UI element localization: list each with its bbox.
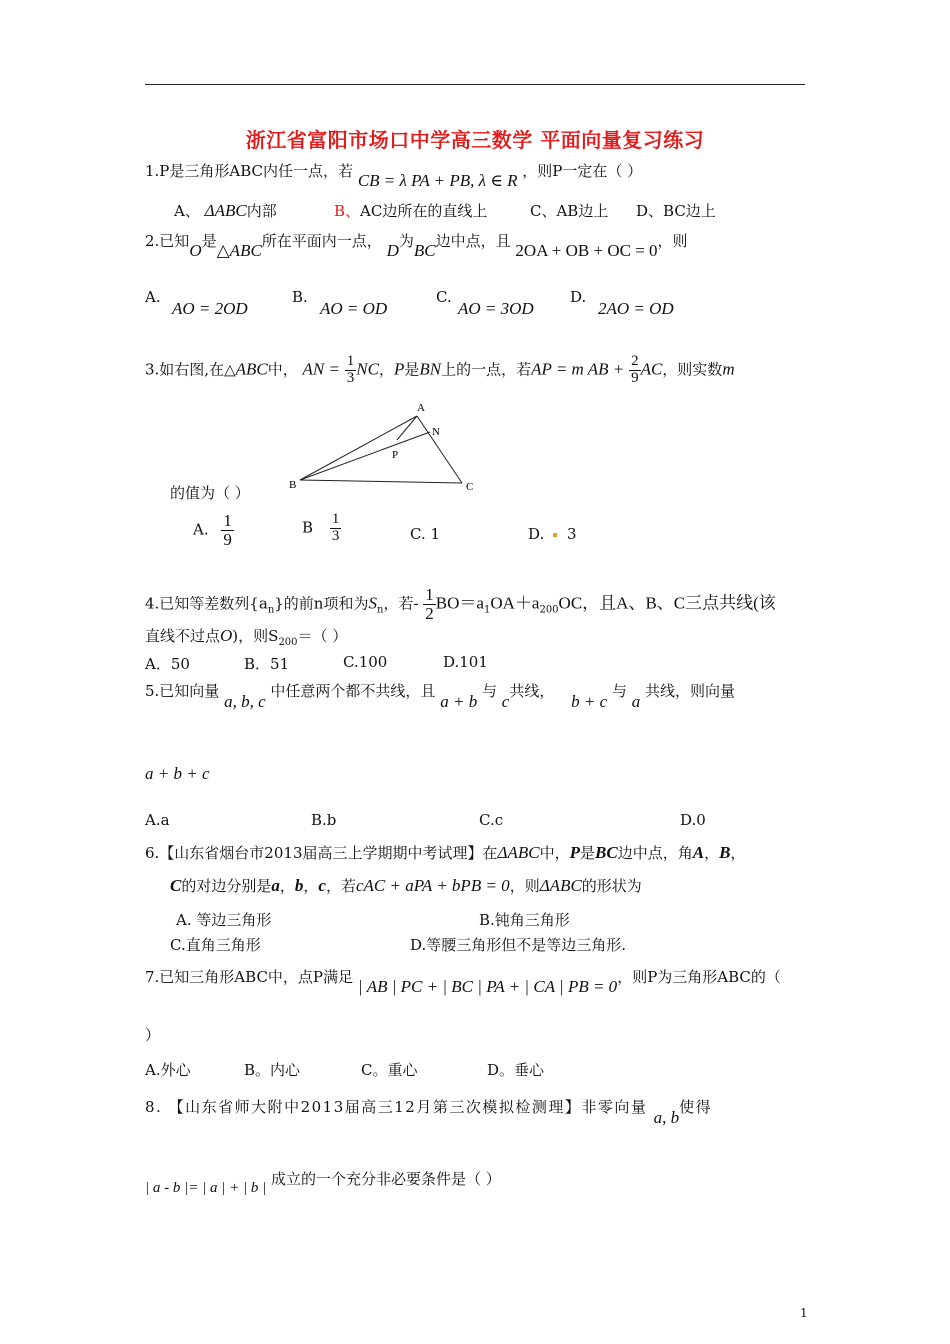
q5-mid: 中任意两个都不共线，且 — [270, 682, 436, 700]
question-1 — [145, 160, 643, 190]
q2-option-b-label: B. — [292, 288, 308, 306]
q3-bn: BN — [419, 359, 442, 379]
q3-value-prompt: 的值为（ ） — [170, 484, 250, 502]
q4-option-b: B．51 — [244, 655, 290, 673]
q3-fraction-2: $\frac{2}{9}$ — [631, 353, 639, 386]
q4-option-c: C.100 — [343, 653, 388, 671]
q1-option-a-tail: 内部 — [246, 202, 277, 220]
q6-a: A — [692, 843, 705, 862]
q6-la: a — [271, 876, 280, 895]
q4-a1-sub: 1 — [483, 604, 491, 616]
q4-sn-sub: n — [376, 604, 384, 616]
q6-lb: b — [294, 876, 304, 895]
q3-option-d-label: D. — [528, 525, 545, 543]
q3-option-a-fraction: $\frac{1}{9}$ — [223, 511, 232, 549]
q7-tail: ，则P为三角形ABC的（ — [617, 968, 781, 986]
q2-option-c: AO = 3OD — [458, 299, 534, 318]
q5-tail: 共线，则向量 — [645, 682, 736, 700]
q5-apb: a + b — [440, 692, 478, 711]
label-c: C — [466, 481, 474, 493]
q4-lead: 4.已知等差数列{a — [145, 594, 268, 613]
q3-mid3: 是 — [404, 360, 420, 379]
q4-mid2: ，若- — [383, 594, 419, 613]
q6-option-a: A. 等边三角形 — [176, 911, 272, 929]
q2-triangle: △ABC — [216, 241, 262, 260]
q4-s200-sub: 200 — [278, 637, 298, 648]
question-7 — [145, 966, 781, 996]
q6-bc: BC — [595, 843, 618, 862]
q5-option-b: B.b — [311, 811, 337, 829]
page-title: 浙江省富阳市场口中学高三数学 平面向量复习练习 — [245, 128, 705, 152]
q8-lead: 8. 【山东省师大附中2013届高三12月第三次模拟检测理】非零向量 — [145, 1098, 648, 1116]
q2-option-a-label: A. — [145, 288, 161, 306]
q6-line2: 的对边分别是 — [181, 877, 272, 895]
q3-mid: 中， — [267, 360, 298, 379]
q1-option-b: B、AC边所在的直线上 — [334, 202, 488, 220]
q2-mid3: 边中点，且 — [435, 232, 511, 250]
q2-option-d-label: D. — [570, 288, 587, 306]
q5-c: c — [501, 692, 510, 711]
q7-option-b: B。内心 — [244, 1061, 301, 1079]
label-b: B — [289, 479, 297, 491]
q3-option-d-value: 3 — [567, 525, 577, 543]
q3-mid4: 上的一点，若 — [441, 360, 532, 379]
q4-line2a: 直线不过点 — [145, 627, 221, 645]
q6-b: B — [719, 843, 731, 862]
q6-line-2: C的对边分别是a，b，c，若cAC + aPA + bPB = 0，则ΔABC的形状为 — [170, 876, 642, 895]
q2-option-c-label: C. — [436, 288, 452, 306]
question-3 — [145, 354, 735, 387]
line-ap — [397, 416, 417, 440]
q8-ab: a, b — [653, 1108, 680, 1127]
line-bc — [300, 480, 462, 483]
q1-option-a — [174, 200, 277, 221]
q3-option-b — [302, 512, 341, 545]
q1-option-d: D、BC边上 — [636, 202, 716, 220]
q2-d: D — [386, 241, 399, 260]
q3-ap: AP = m AB + — [531, 359, 625, 379]
q5-yu: 与 — [481, 682, 497, 700]
q5-option-c: C.c — [479, 811, 504, 829]
q7-close: ） — [145, 1026, 161, 1044]
q2-option-d: 2AO = OD — [598, 299, 674, 318]
q5-bpc: b + c — [571, 692, 608, 711]
q7-option-a: A.外心 — [145, 1061, 191, 1079]
q1-lead: 1.P是三角形ABC内任一点，若 — [145, 162, 354, 180]
q6-p: P — [569, 843, 580, 862]
q2-option-b: AO = OD — [320, 299, 388, 318]
q4-line2c: ＝（ ） — [297, 627, 348, 645]
q2-option-a: AO = 2OD — [172, 299, 248, 318]
q3-option-d — [528, 525, 577, 543]
question-8 — [145, 1096, 713, 1127]
q3-option-c: C. 1 — [410, 525, 441, 543]
q4-a200-sub: 200 — [539, 604, 559, 616]
q4-o: O — [220, 626, 233, 645]
q2-mid1: 所在平面内一点， — [261, 232, 382, 250]
q4-expr3: OC，且A、B、C三点共线(该 — [558, 593, 776, 613]
q6-mid2: 是 — [580, 844, 596, 862]
q4-mid: }的前n项和为 — [274, 594, 369, 613]
q2-equation: 2OA + OB + OC = 0 — [515, 241, 658, 260]
q3-lead: 3.如右图,在△ — [145, 360, 236, 379]
q8-line2: 成立的一个充分非必要条件是（ ） — [271, 1170, 501, 1188]
q6-tail: ，则 — [509, 877, 540, 895]
q5-yu2: 与 — [611, 682, 627, 700]
q6-ruo: ，若 — [325, 877, 356, 895]
q5-sum: a + b + c — [145, 764, 210, 783]
q3-an: AN = — [302, 359, 340, 379]
q2-lead: 2.已知 — [145, 232, 190, 250]
question-6: 6.【山东省烟台市2013届高三上学期期中考试理】在ΔABC中，P是BC边中点，角A，B， — [145, 843, 746, 862]
q7-option-d: D。垂心 — [487, 1061, 545, 1079]
q6-mid: 中， — [539, 844, 570, 862]
question-2 — [145, 230, 688, 260]
mark-dot — [553, 533, 557, 537]
q6-tail2: 的形状为 — [581, 877, 642, 895]
q3-p: P — [393, 359, 405, 379]
question-4 — [145, 586, 776, 623]
q1-option-c: C、AB边上 — [530, 202, 609, 220]
q2-bc: BC — [413, 241, 436, 260]
q4-expr2: OA＋a — [490, 593, 540, 613]
q5-abc: a, b, c — [224, 692, 266, 711]
label-a: A — [417, 402, 425, 414]
q6-option-d: D.等腰三角形但不是等边三角形. — [410, 936, 627, 954]
q8-tail: 使得 — [679, 1098, 713, 1116]
q4-line-2 — [145, 625, 347, 648]
q6-lc: c — [318, 876, 326, 895]
q4-expr: BO＝a — [435, 593, 484, 613]
q3-nc: NC — [356, 359, 379, 379]
q6-equation: cAC + aPA + bPB = 0 — [355, 876, 510, 895]
q4-fraction: $\frac{1}{2}$ — [425, 585, 434, 623]
q3-fraction: $\frac{1}{3}$ — [346, 353, 355, 386]
q6-option-c: C.直角三角形 — [170, 936, 261, 954]
q3-m: m — [722, 359, 735, 379]
q1-tail: ，则P一定在（ ） — [522, 162, 643, 180]
q3-option-b-label: B — [302, 518, 314, 537]
q4-line2b: )，则S — [232, 627, 279, 645]
q3-option-a — [193, 512, 234, 549]
triangle-figure — [287, 398, 487, 502]
q4-option-a: A．50 — [145, 655, 190, 673]
q3-ac: AC — [640, 359, 663, 379]
label-p: P — [392, 449, 399, 461]
q7-equation: | AB | PC + | BC | PA + | CA | PB = 0 — [357, 977, 618, 996]
q3-mid2: ， — [378, 360, 394, 379]
label-n: N — [432, 426, 440, 438]
page-number: 1 — [800, 1306, 808, 1320]
q6-c: C — [170, 876, 182, 895]
q7-lead: 7.已知三角形ABC中，点P满足 — [145, 968, 354, 986]
q6-triangle: ΔABC — [497, 843, 540, 862]
q4-option-d: D.101 — [443, 653, 488, 671]
q8-equation: | a - b |= | a | + | b | — [145, 1180, 267, 1196]
q2-mid2: 为 — [398, 232, 414, 250]
q3-option-a-label: A. — [193, 520, 209, 539]
line-ba — [300, 416, 417, 480]
q6-triangle-2: ΔABC — [539, 876, 582, 895]
q3-abc: ABC — [235, 359, 268, 379]
q5-lead: 5.已知向量 — [145, 682, 220, 700]
q1-option-a-label: A、 — [174, 202, 200, 220]
q2-is: 是 — [201, 232, 217, 250]
q5-option-a: A.a — [145, 811, 170, 829]
q2-tail: ，则 — [657, 232, 688, 250]
q3-tail: ，则实数 — [662, 360, 723, 379]
q1-option-a-math: ΔABC — [204, 201, 247, 220]
q6-lead: 6.【山东省烟台市2013届高三上学期期中考试理】在 — [145, 844, 498, 862]
question-5 — [145, 680, 736, 711]
q8-line-2 — [145, 1168, 501, 1196]
q5-a: a — [631, 692, 641, 711]
q6-mid3: 边中点，角 — [617, 844, 693, 862]
q5-option-d: D.0 — [680, 811, 706, 829]
q4-sn: S — [368, 593, 377, 613]
q7-option-c: C。重心 — [361, 1061, 418, 1079]
header-rule — [145, 84, 805, 85]
q6-option-b: B.钝角三角形 — [479, 911, 570, 929]
q3-option-b-fraction: $\frac{1}{3}$ — [331, 511, 340, 544]
line-bn — [300, 432, 430, 480]
q4-n-sub: n — [267, 604, 275, 616]
q1-formula: CB = λ PA + PB, λ ∈ R — [357, 171, 518, 190]
q5-gx: 共线， — [509, 682, 555, 700]
q2-o: O — [189, 241, 202, 260]
